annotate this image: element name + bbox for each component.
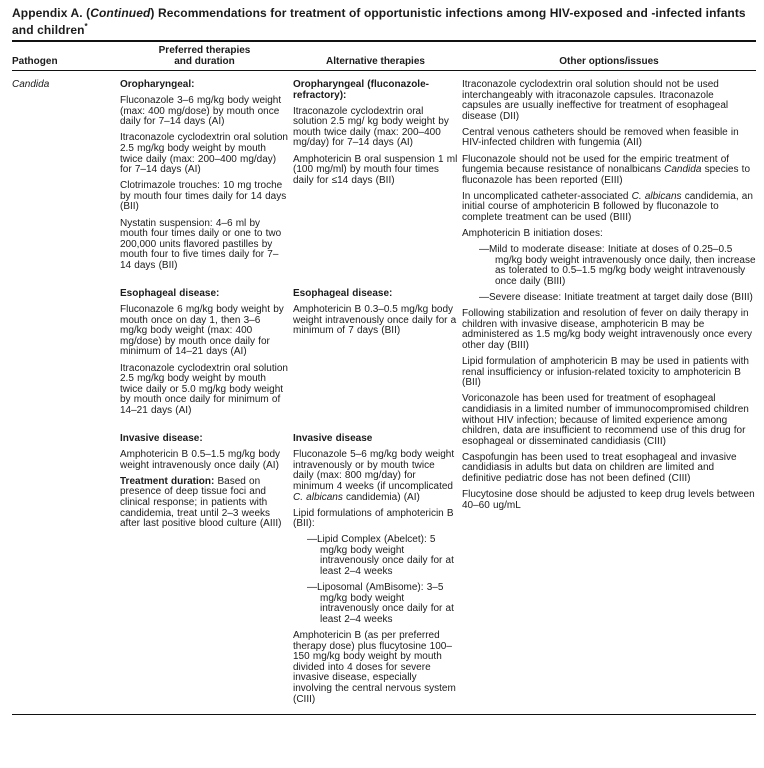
preferred-invasive-para-duration [120, 477, 289, 530]
column-header-preferred-line1: Preferred therapies [158, 45, 251, 56]
other-para-fluconazole-empiric [462, 155, 756, 187]
title-prefix: Appendix A. ( [12, 6, 91, 20]
title-footnote-marker: * [84, 22, 88, 31]
other-options-column [462, 80, 756, 517]
other-para-catheter-associated [462, 192, 756, 224]
treatment-duration-label: Treatment duration: [120, 475, 215, 487]
title-continued: Continued [90, 6, 151, 20]
alternative-oropharyngeal-heading: Oropharyngeal (fluconazole-refractory): [293, 79, 429, 101]
preferred-invasive-section [120, 434, 289, 535]
column-header-alternative: Alternative therapies [326, 56, 425, 67]
alternative-oropharyngeal-section [293, 80, 458, 192]
column-header-other: Other options/issues [559, 56, 659, 67]
preferred-oropharyngeal-section [120, 80, 289, 277]
fluconazole-text-pre: Fluconazole 5–6 mg/kg body weight intravenously or by mouth twice daily (max: 800 mg/day) for minimum 4 weeks (if uncomplicated [293, 449, 455, 492]
other-para-voriconazole: Voriconazole has been used for treatment of esophageal candidiasis in a limited number of immunocompromised children without HIV infection; because of limited experience among children, data are insufficient to recommend use of this drug for esophageal or disseminated candidiasis (CIII) [462, 393, 749, 447]
alternative-esophageal-heading: Esophageal disease: [293, 288, 393, 299]
alternative-invasive-para-flucytosine: Amphotericin B (as per preferred therapy dose) plus flucytosine 100–150 mg/kg body weight by mouth divided into 4 doses for severe invasive disease, especially involving the central nervous system (CIII) [293, 630, 456, 705]
alternative-invasive-para-fluconazole [293, 450, 458, 503]
alternative-oropharyngeal-para-itraconazole: Itraconazole cyclodextrin oral solution 2.5 mg/ kg body weight by mouth twice daily (max: 200–400 mg/day) for 7–14 days (AI) [293, 105, 449, 149]
c-albicans-italic: C. albicans [293, 491, 343, 503]
other-para-flucytosine-levels: Flucytosine dose should be adjusted to keep drug levels between 40–60 ug/mL [462, 489, 755, 511]
table-header-row [12, 45, 756, 70]
preferred-invasive-para-amphotericin: Amphotericin B 0.5–1.5 mg/kg body weight intravenously once daily (AI) [120, 449, 281, 471]
other-para-caspofungin: Caspofungin has been used to treat esophageal and invasive candidiasis in adults but data on children are limited and definitive pediatric dose has not been defined (CIII) [462, 451, 737, 484]
preferred-esophageal-para-itraconazole: Itraconazole cyclodextrin oral solution 2.5 mg/kg body weight by mouth twice daily or 5.0 mg/kg body weight by mouth once daily for minimum of 14–21 days (AI) [120, 362, 288, 416]
column-header-preferred [120, 45, 289, 67]
fluconazole-empiric-pre: Fluconazole should not be used for the empiric treatment of fungemia because resistance of nonalbicans [462, 153, 730, 176]
other-para-stabilization: Following stabilization and resolution of fever on daily therapy in children with invasive disease, amphotericin B may be administered as 1.5 mg/kg body weight intravenously once every other day (BIII) [462, 308, 753, 351]
title-divider [12, 40, 756, 42]
alternative-invasive-dash-lipid-complex: —Lipid Complex (Abelcet): 5 mg/kg body weight intravenously once daily for at least 2–4 weeks [307, 534, 454, 578]
table-body [12, 71, 756, 711]
alternative-invasive-section [293, 434, 458, 711]
alternative-invasive-heading: Invasive disease [293, 433, 373, 445]
alternative-esophageal-section [293, 289, 458, 342]
catheter-associated-post: candidemia, an initial course of amphotericin B followed by fluconazole to complete treatment can be used (BIII) [462, 190, 753, 224]
preferred-oropharyngeal-para-fluconazole: Fluconazole 3–6 mg/kg body weight (max: 400 mg/dose) by mouth once daily for 7–14 days (AI) [120, 95, 282, 128]
other-para-lipid-formulation: Lipid formulation of amphotericin B may be used in patients with renal insufficiency or infusion-related toxicity to amphotericin B (BII) [462, 356, 749, 389]
other-para-central-venous-catheters: Central venous catheters should be removed when feasible in HIV-infected children with fungemia (AII) [462, 126, 739, 149]
alternative-invasive-dash-liposomal: —Liposomal (AmBisome): 3–5 mg/kg body weight intravenously once daily for at least 2–4 weeks [307, 582, 454, 625]
fluconazole-empiric-post: species to fluconazole has been reported (EIII) [462, 164, 751, 186]
c-albicans-italic-2: C. albicans [631, 190, 682, 202]
other-dash-severe: —Severe disease: Initiate treatment at target daily dose (BIII) [479, 292, 753, 304]
alternative-invasive-para-lipid-intro: Lipid formulations of amphotericin B (BII): [293, 507, 454, 530]
preferred-oropharyngeal-para-clotrimazole: Clotrimazole trouches: 10 mg troche by mouth four times daily for 14 days (BII) [120, 180, 287, 213]
alternative-esophageal-para-amphotericin: Amphotericin B 0.3–0.5 mg/kg body weight intravenously once daily for a minimum of 7 days (BII) [293, 304, 457, 337]
alternative-oropharyngeal-para-amphotericin: Amphotericin B oral suspension 1 ml (100 mg/ml) by mouth four times daily for ≤14 days (BII) [293, 153, 458, 186]
title-text: ) Recommendations for treatment of opportunistic infections among HIV-exposed and -infected infants and children [12, 6, 746, 37]
preferred-esophageal-section [120, 289, 289, 422]
preferred-oropharyngeal-para-nystatin: Nystatin suspension: 4–6 ml by mouth four times daily or one to two 200,000 units flavored pastilles by mouth four to five times daily for 7–14 days (BII) [120, 217, 282, 271]
preferred-esophageal-heading: Esophageal disease: [120, 288, 220, 299]
preferred-oropharyngeal-heading: Oropharyngeal: [120, 79, 195, 90]
appendix-title [12, 6, 756, 37]
column-header-pathogen: Pathogen [12, 56, 58, 67]
bottom-divider [12, 714, 756, 715]
candida-italic: Candida [664, 164, 702, 176]
other-para-initiation-doses: Amphotericin B initiation doses: [462, 228, 603, 240]
other-para-itraconazole-capsules: Itraconazole cyclodextrin oral solution should not be used interchangeably with itraconazole capsules. Itraconazole capsules are usually ineffective for treatment of esophageal disease (DII) [462, 79, 729, 122]
treatment-duration-text: Based on presence of deep tissue foci and clinical response; in patients with candidemia, treat until 2–3 weeks after last positive blood culture (AIII) [120, 475, 282, 530]
pathogen-cell: Candida [12, 79, 50, 90]
column-header-preferred-line2: and duration [174, 56, 235, 67]
preferred-invasive-heading: Invasive disease: [120, 433, 203, 445]
preferred-oropharyngeal-para-itraconazole: Itraconazole cyclodextrin oral solution 2.5 mg/kg body weight by mouth twice daily (max: 200–400 mg/day) for 7–14 days (AI) [120, 132, 288, 176]
catheter-associated-pre: In uncomplicated catheter-associated [462, 190, 632, 202]
fluconazole-text-post: candidemia) (AI) [342, 491, 420, 503]
other-dash-mild-moderate: —Mild to moderate disease: Initiate at doses of 0.25–0.5 mg/kg body weight intravenously once daily, then increase as tolerated to 0.5–1.5 mg/kg body weight intravenously once daily (BIII) [479, 244, 756, 287]
preferred-esophageal-para-fluconazole: Fluconazole 6 mg/kg body weight by mouth once on day 1, then 3–6 mg/kg body weight (max: 400 mg/dose) by mouth once daily for minimum of 14–21 days (AI) [120, 304, 284, 358]
